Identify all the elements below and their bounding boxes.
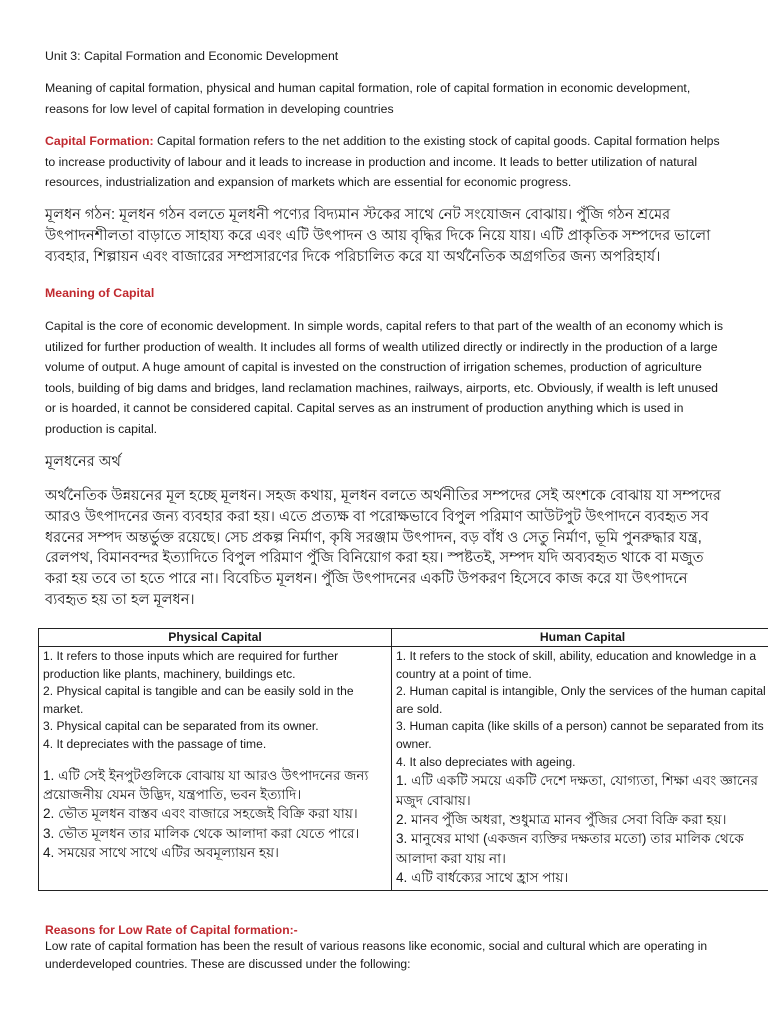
human-point-en-1: 1. It refers to the stock of skill, ability, education and knowledge in a country at a point of time. [396,649,757,681]
capital-formation-label: Capital Formation: [45,134,154,148]
capital-bengali-heading: মূলধনের অর্থ [45,454,121,470]
cell-spacer [43,754,387,766]
physical-point-bn-3: 3. ভৌত মূলধন তার মালিক থেকে আলাদা করা যেতে পারে। [43,825,360,841]
capital-formation-bengali-paragraph: মূলধন গঠন: মূলধন গঠন বলতে মূলধনী পণ্যের বিদ্যমান স্টকের সাথে নেট সংযোজন বোঝায়। পুঁজি গঠন শ্রমের উৎপাদনশীলতা বাড়াতে সাহায্য করে এবং এটি উৎপাদন ও আয় বৃদ্ধির দিকে নিয়ে যায়। এটি প্রাকৃতিক সম্পদের ভালো ব্যবহার, শিল্পায়ন এবং বাজারের সম্প্রসারণের দিকে পরিচালিত করে যা অর্থনৈতিক অগ্রগতির জন্য অপরিহার্য। [45,207,711,265]
physical-point-en-3: 3. Physical capital can be separated from its owner. [43,719,319,734]
physical-point-en-4: 4. It depreciates with the passage of time. [43,736,267,751]
reasons-paragraph: Low rate of capital formation has been the result of various reasons like economic, social and cultural which are operating in underdeveloped countries. These are discussed under the following: [45,939,708,971]
human-point-bn-2: 2. মানব পুঁজি অধরা, শুধুমাত্র মানব পুঁজির সেবা বিক্রি করা হয়। [396,811,727,827]
human-point-en-4: 4. It also depreciates with ageing. [396,754,576,769]
syllabus-line: Meaning of capital formation, physical and human capital formation, role of capital formation in economic development, reasons for low level of capital formation in developing countries [45,81,691,116]
capital-paragraph: Capital is the core of economic development. In simple words, capital refers to that part of the wealth of an economy which is utilized for further production of wealth. It includes all forms of wealth utilized directly or indirectly in the production of a large volume of output. A huge amount of capital is invested on the construction of irrigation schemes, production of agriculture tools, building of big dams and bridges, land reclamation machines, railways, airports, etc. Obviously, if wealth is left unused or is hoarded, it cannot be considered capital. Capital serves as an instrument of production anything which is used in production is capital. [45,319,724,436]
physical-point-en-1: 1. It refers to those inputs which are required for further production like plants, machinery, buildings etc. [43,649,339,681]
reasons-heading: Reasons for Low Rate of Capital formation:- [45,923,298,937]
physical-point-bn-4: 4. সময়ের সাথে সাথে এটির অবমূল্যায়ন হয়। [43,845,279,861]
unit-title: Unit 3: Capital Formation and Economic Development [45,49,339,63]
human-point-bn-1: 1. এটি একটি সময়ে একটি দেশে দক্ষতা, যোগ্যতা, শিক্ষা এবং জ্ঞানের মজুদ বোঝায়। [396,773,758,808]
human-point-bn-4: 4. এটি বার্ধক্যের সাথে হ্রাস পায়। [396,870,569,886]
physical-point-bn-2: 2. ভৌত মূলধন বাস্তব এবং বাজারে সহজেই বিক্রি করা যায়। [43,806,358,822]
human-capital-cell [392,647,768,891]
table-header-row [39,629,768,647]
comparison-table [38,628,768,891]
capital-formation-text: Capital formation refers to the net addition to the existing stock of capital goods. Capital formation helps to increase productivity of labour and it leads to increase in production and income. It leads to better utilization of natural resources, industrialization and expansion of markets which are essential for economic progress. [45,134,720,189]
capital-formation-paragraph [45,131,730,193]
capital-bengali-paragraph: অর্থনৈতিক উন্নয়নের মূল হচ্ছে মূলধন। সহজ কথায়, মূলধন বলতে অর্থনীতির সম্পদের সেই অংশকে বোঝায় যা সম্পদের আরও উৎপাদনের জন্য ব্যবহার করা হয়। এতে প্রত্যক্ষ বা পরোক্ষভাবে বিপুল পরিমাণ আউটপুট উৎপাদনে ব্যবহৃত সব ধরনের সম্পদ অন্তর্ভুক্ত রয়েছে। সেচ প্রকল্প নির্মাণ, কৃষি সরঞ্জাম উৎপাদন, বড় বাঁধ ও সেতু নির্মাণ, ভূমি পুনরুদ্ধার যন্ত্র, রেলপথ, বিমানবন্দর ইত্যাদিতে বিপুল পরিমাণ পুঁজি বিনিয়োগ করা হয়। স্পষ্টতই, সম্পদ যদি অব্যবহৃত থাকে বা মজুত করা হয় তবে তা হতে পারে না। বিবেচিত মূলধন। পুঁজি উৎপাদনের একটি উপকরণ হিসেবে কাজ করে যা উৎপাদনে ব্যবহৃত হয় তা হল মূলধন। [45,488,721,608]
human-point-bn-3: 3. মানুষের মাথা (একজন ব্যক্তির দক্ষতার মতো) তার মালিক থেকে আলাদা করা যায় না। [396,831,744,866]
physical-point-bn-1: 1. এটি সেই ইনপুটগুলিকে বোঝায় যা আরও উৎপাদনের জন্য প্রয়োজনীয় যেমন উদ্ভিদ, যন্ত্রপাতি, ভবন ইত্যাদি। [43,767,369,802]
meaning-of-capital-heading: Meaning of Capital [45,286,155,300]
physical-capital-header: Physical Capital [39,629,392,647]
table-row [39,647,768,891]
physical-capital-cell [39,647,392,891]
human-point-en-3: 3. Human capita (like skills of a person) cannot be separated from its owner. [396,719,764,751]
human-capital-header: Human Capital [392,629,768,647]
human-point-en-2: 2. Human capital is intangible, Only the services of the human capital are sold. [396,684,766,716]
physical-point-en-2: 2. Physical capital is tangible and can be easily sold in the market. [43,684,354,716]
